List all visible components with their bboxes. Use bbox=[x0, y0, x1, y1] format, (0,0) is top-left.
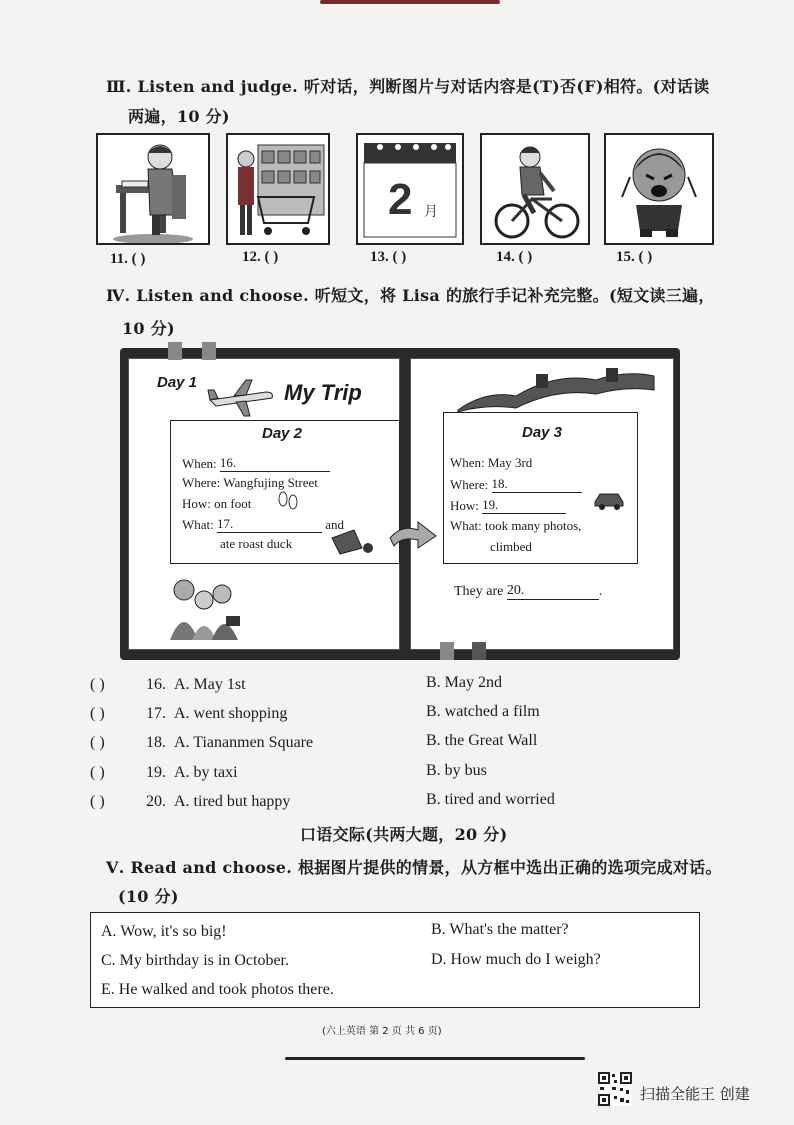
journal-heading: My Trip bbox=[284, 380, 362, 405]
picture-12 bbox=[226, 133, 330, 245]
day3-how-label: How: bbox=[450, 498, 483, 513]
options-box bbox=[90, 912, 700, 1008]
question-17-number: 17. bbox=[146, 705, 166, 722]
calendar-month-unit: 月 bbox=[424, 204, 438, 220]
blank-16-number: 16. bbox=[219, 455, 237, 470]
option-17b: B. watched a film bbox=[426, 703, 540, 720]
choice-a: A. Wow, it's so big! bbox=[101, 923, 227, 940]
section3-title-line2: 两遍，10 分) bbox=[128, 107, 230, 126]
choice-b: B. What's the matter? bbox=[431, 921, 569, 938]
question-20-number: 20. bbox=[146, 793, 166, 810]
option-19b: B. by bus bbox=[426, 762, 487, 779]
day3-title: Day 3 bbox=[522, 424, 563, 441]
day3-where-label: Where: bbox=[450, 477, 492, 492]
option-16b: B. May 2nd bbox=[426, 674, 502, 691]
day2-when-label: When: bbox=[182, 456, 220, 471]
day3-how bbox=[450, 497, 566, 514]
question-16-number: 16. bbox=[146, 676, 166, 693]
blank-19-number: 19. bbox=[482, 497, 499, 512]
tab-decoration bbox=[202, 342, 216, 360]
car-icon bbox=[592, 488, 626, 510]
blank-19[interactable] bbox=[482, 497, 566, 514]
oral-heading: 口语交际(共两大题，20 分) bbox=[300, 825, 508, 844]
they-are-label: They are bbox=[454, 584, 504, 599]
footprints-icon bbox=[276, 490, 300, 510]
blank-17[interactable] bbox=[217, 516, 322, 533]
tab-decoration bbox=[168, 342, 182, 360]
day1-label: Day 1 bbox=[157, 374, 198, 391]
day2-where: Where: Wangfujing Street bbox=[182, 475, 318, 490]
item-14-label: 14. ( ) bbox=[496, 249, 533, 265]
day2-what-and: and bbox=[325, 517, 345, 532]
section4-title: Ⅳ. Listen and choose. 听短文，将 Lisa 的旅行手记补充完整。(短文读三遍， bbox=[106, 286, 715, 305]
blank-20[interactable] bbox=[507, 583, 599, 600]
picture-15 bbox=[604, 133, 714, 245]
blank-17-number: 17. bbox=[217, 516, 234, 531]
blank-16[interactable] bbox=[220, 455, 330, 472]
section4-title-line2: 10 分) bbox=[122, 319, 175, 338]
page-footer: (六上英语 第 2 页 共 6 页) bbox=[322, 1026, 442, 1037]
day2-when bbox=[182, 455, 330, 472]
day3-when: When: May 3rd bbox=[450, 455, 533, 470]
day2-title: Day 2 bbox=[262, 425, 303, 442]
student-writing-icon bbox=[98, 135, 208, 243]
item-13-label: 13. ( ) bbox=[370, 249, 407, 265]
family-photo-icon bbox=[164, 572, 244, 640]
answer-paren-19[interactable]: ( ) bbox=[90, 764, 105, 781]
shopping-cart-icon bbox=[228, 135, 328, 243]
choice-c: C. My birthday is in October. bbox=[101, 952, 289, 969]
tab-decoration bbox=[472, 642, 486, 660]
crying-child-icon bbox=[606, 135, 712, 243]
arrow-icon bbox=[388, 518, 438, 552]
picture-11 bbox=[96, 133, 210, 245]
picture-13 bbox=[356, 133, 464, 245]
great-wall-icon bbox=[456, 360, 656, 412]
blank-18[interactable] bbox=[492, 476, 582, 493]
blank-18-number: 18. bbox=[491, 476, 508, 491]
picture-14 bbox=[480, 133, 590, 245]
option-20b: B. tired and worried bbox=[426, 791, 555, 808]
question-18-number: 18. bbox=[146, 734, 166, 751]
day3-where bbox=[450, 476, 582, 493]
item-15-label: 15. ( ) bbox=[616, 249, 653, 265]
watermark-text: 扫描全能王 创建 bbox=[640, 1085, 750, 1103]
question-19-number: 19. bbox=[146, 764, 166, 781]
option-17a: A. went shopping bbox=[174, 705, 288, 722]
choice-e: E. He walked and took photos there. bbox=[101, 981, 334, 998]
option-19a: A. by taxi bbox=[174, 764, 238, 781]
day2-what bbox=[182, 516, 344, 533]
item-11-label: 11. ( ) bbox=[110, 251, 146, 267]
option-20a: A. tired but happy bbox=[174, 793, 291, 810]
airplane-icon bbox=[206, 378, 276, 418]
day3-what: What: took many photos, bbox=[450, 518, 582, 533]
calendar-number: 2 bbox=[388, 175, 413, 224]
they-are-line bbox=[454, 583, 602, 600]
section5-title-line2: (10 分) bbox=[118, 887, 179, 906]
item-12-label: 12. ( ) bbox=[242, 249, 279, 265]
day2-what-line2: ate roast duck bbox=[220, 536, 293, 551]
they-are-period: . bbox=[598, 584, 603, 599]
option-16a: A. May 1st bbox=[174, 676, 246, 693]
section5-title: Ⅴ. Read and choose. 根据图片提供的情景，从方框中选出正确的选项完成对话。 bbox=[106, 858, 722, 877]
bottom-decoration bbox=[285, 1057, 585, 1060]
day2-how: How: on foot bbox=[182, 496, 252, 511]
roast-duck-icon bbox=[328, 528, 376, 556]
answer-paren-18[interactable]: ( ) bbox=[90, 734, 105, 751]
section3-title: Ⅲ. Listen and judge. 听对话，判断图片与对话内容是(T)否(F)相符。(对话读 bbox=[106, 77, 710, 96]
day2-what-label: What: bbox=[182, 517, 218, 532]
qr-code-icon bbox=[598, 1072, 632, 1106]
top-decoration bbox=[320, 0, 500, 4]
option-18a: A. Tiananmen Square bbox=[174, 734, 314, 751]
blank-20-number: 20. bbox=[506, 583, 525, 598]
choice-d: D. How much do I weigh? bbox=[431, 951, 601, 968]
boy-cycling-icon bbox=[482, 135, 588, 243]
day3-what-line2: climbed bbox=[490, 539, 532, 554]
tab-decoration bbox=[440, 642, 454, 660]
answer-paren-20[interactable]: ( ) bbox=[90, 793, 105, 810]
answer-paren-17[interactable]: ( ) bbox=[90, 705, 105, 722]
answer-paren-16[interactable]: ( ) bbox=[90, 676, 105, 693]
option-18b: B. the Great Wall bbox=[426, 732, 538, 749]
